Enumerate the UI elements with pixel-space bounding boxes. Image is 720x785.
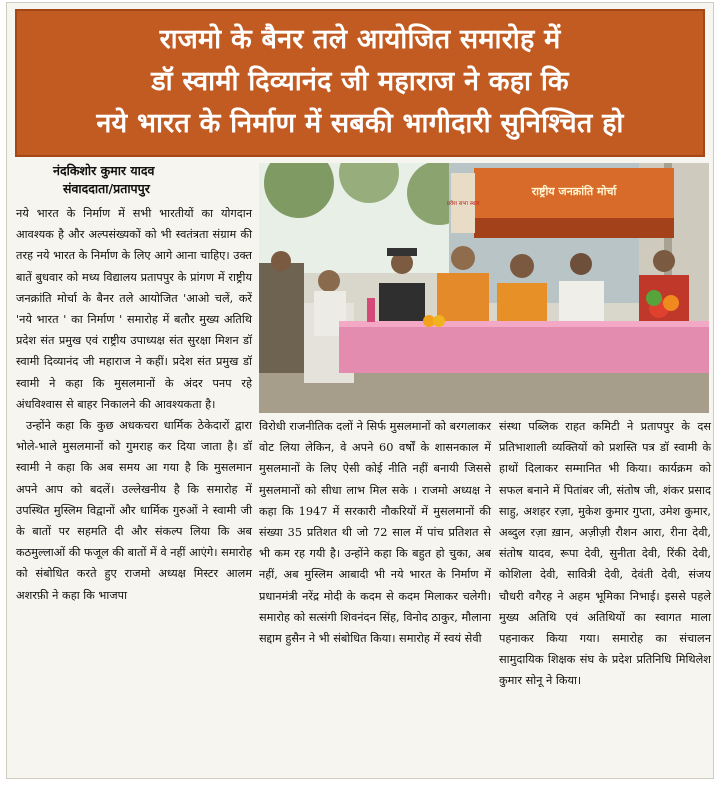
headline-line-2: डॉ स्वामी दिव्यानंद जी महाराज ने कहा कि (151, 66, 569, 97)
headline-banner (15, 9, 705, 157)
headline-line-1: राजमो के बैनर तले आयोजित समारोह में (159, 24, 561, 55)
article-paragraph: संस्था पब्लिक राहत कमिटी ने प्रतापपुर के दस प्रतिभाशाली व्यक्तियों को प्रशस्ति पत्र डॉ स्वामी के हाथों दिलाकर सम्मानित भी किया। कार्यक्रम को सफल बनाने में पितांबर जी, संतोष जी, शंकर प्रसाद साहु, अशहर रज़ा, मुकेश कुमार गुप्ता, उमेश कुमार, अब्दुल रज़ा ख़ान, अज़ीज़ी रौशन आरा, रीना देवी, संतोष यादव, रूपा देवी, सुनीता देवी, रिंकी देवी, कोशिला देवी, सावित्री देवी, देवंती देवी, संजय चौधरी वगैरह ने अहम भूमिका निभाई। इससे पहले मुख्य अतिथि एवं अतिथियों का स्वागत माला पहनाकर किया गया। समारोह का संचालन सामुदायिक शिक्षक संघ के प्रदेश प्रतिनिधि मिथिलेश कुमार सोनू ने किया। (499, 420, 711, 688)
headline-line-3: नये भारत के निर्माण में सबकी भागीदारी सुनिश्चित हो (96, 108, 624, 139)
article-column-2 (259, 416, 491, 649)
article-paragraph: नये भारत के निर्माण में सभी भारतीयों का योगदान आवश्यक है और अल्पसंख्यकों को भी स्वतंत्रता संग्राम की तरह नये भारत के निर्माण के लिए आगे आना चाहिए। उक्त बातें बुधवार को मध्य विद्यालय प्रतापपुर के प्रांगण में राष्ट्रीय जनक्रांति मोर्चा के बैनर तले आयोजित 'आओ चलें, करें 'नये भारत ' का निर्माण ' समारोह में बतौर मुख्य अतिथि प्रदेश संत प्रमुख एवं राष्ट्रीय उपाध्यक्ष संत सुरक्षा मिशन डॉ स्वामी दिव्यानंद जी महाराज ने कहीं। प्रदेश संत प्रमुख डॉ स्वामी ने कहा कि मुसलमानों के अंदर पनप रहे अंधविश्वास से बाहर निकालने की आवश्यकता है। (16, 207, 252, 411)
event-photo-illustration (259, 163, 709, 413)
entrance-sign-text: प्रवेश सभा स्थल (446, 201, 480, 207)
event-photo (259, 163, 709, 413)
reporter-name: नंदकिशोर कुमार यादव (53, 163, 155, 178)
stage-banner-text: राष्ट्रीय जनक्रांति मोर्चा (531, 185, 617, 198)
article-column-1 (16, 203, 252, 606)
reporter-designation: संवाददाता/प्रतापपुर (63, 181, 150, 196)
article-column-3 (499, 416, 711, 692)
article-paragraph: उन्होंने कहा कि कुछ अधकचरा धार्मिक ठेकेदारों द्वारा भोले-भाले मुसलमानों को गुमराह कर दिया जाता है। डॉ स्वामी ने कहा कि अब समय आ गया है कि मुसलमान अपने आप को बदलें। उल्लेखनीय है कि समारोह में उपस्थित मुस्लिम विद्वानों और धार्मिक गुरुओं ने स्वामी जी के बातों पर सहमति दी और संकल्प लिया कि अब कठमुल्लाओं की फजूल की बातों में वे नहीं आएंगे। समारोह को संबोधित करते हुए राजमो अध्यक्ष मिस्टर आलम अशरफ़ी ने कहा कि भाजपा (16, 419, 252, 602)
newspaper-clipping (6, 2, 714, 779)
article-paragraph: विरोधी राजनीतिक दलों ने सिर्फ मुसलमानों को बरगलाकर वोट लिया लेकिन, वे अपने 60 वर्षों के शासनकाल में मुसलमानों के लिए ऐसी कोई नीति नहीं बनायी जिससे मुसलमानों को सीधा लाभ मिल सके । राजमो अध्यक्ष ने कहा कि 1947 में सरकारी नौकरियों में मुसलमानों की संख्या 35 प्रतिशत थी जो 72 साल में पांच प्रतिशत से भी कम रह गयी है। उन्होंने कहा कि बहुत हो चुका, अब नहीं, अब मुस्लिम आबादी भी नये भारत के निर्माण में प्रधानमंत्री नरेंद्र मोदी के कदम से कदम मिलाकर चलेगी। समारोह को सत्संगी शिवनंदन सिंह, विनोद ठाकुर, मौलाना सद्दाम हुसैन ने भी संबोधित किया। समारोह में स्वयं सेवी (259, 420, 491, 646)
